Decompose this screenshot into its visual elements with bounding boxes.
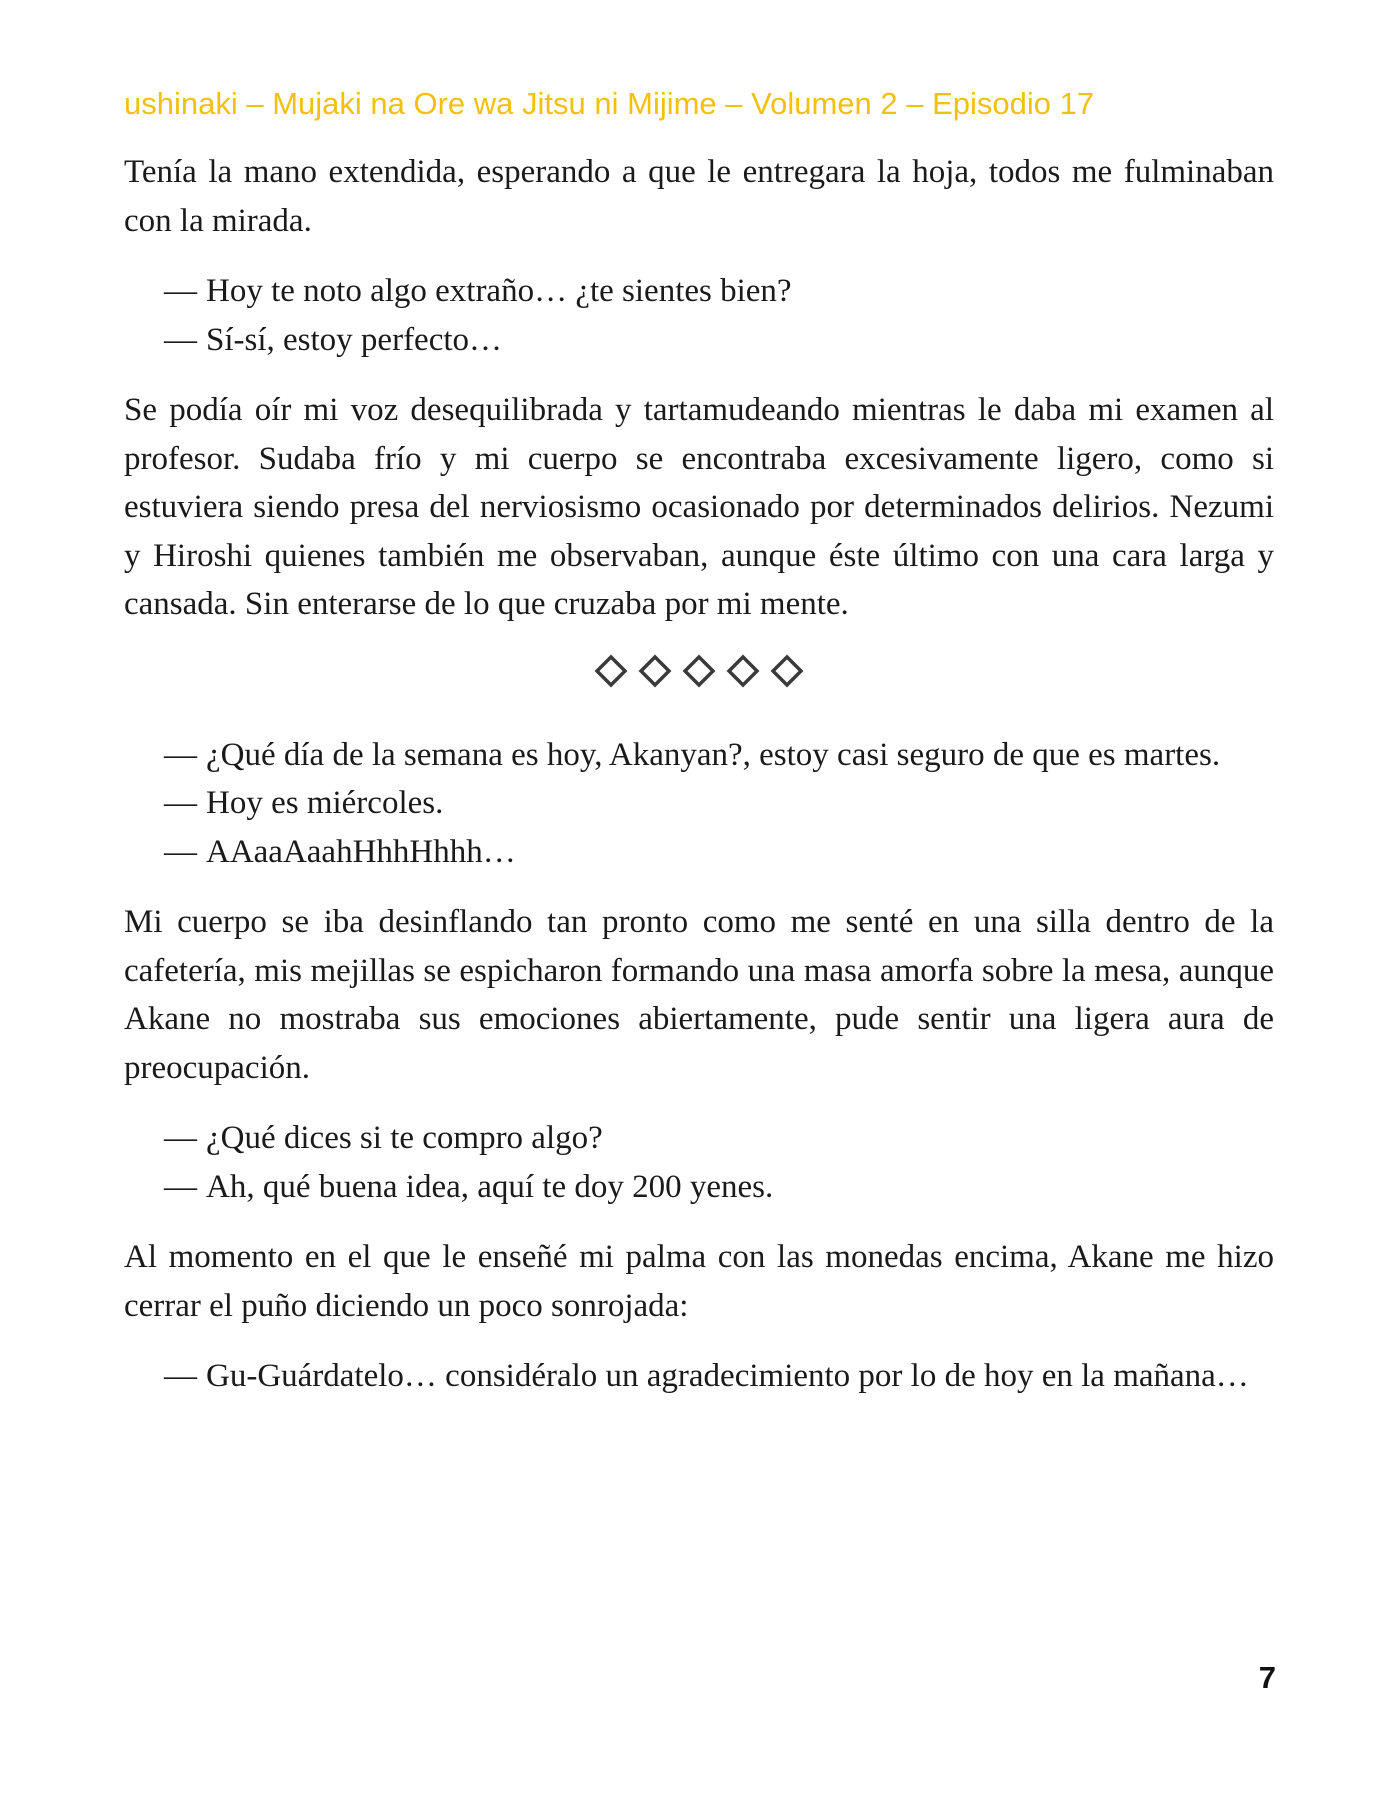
dialogue-dash: — bbox=[164, 1358, 197, 1394]
dialogue-text: Hoy te noto algo extraño… ¿te sientes bien? bbox=[206, 273, 792, 309]
document-page bbox=[124, 80, 1274, 1423]
running-header: ushinaki – Mujaki na Ore wa Jitsu ni Mijime – Volumen 2 – Episodio 17 bbox=[124, 86, 1095, 121]
dialogue-text: Ah, qué buena idea, aquí te doy 200 yenes. bbox=[206, 1168, 774, 1205]
dialogue-dash: — bbox=[164, 1168, 197, 1205]
dialogue-line bbox=[124, 1163, 1274, 1212]
paragraph: Tenía la mano extendida, esperando a que le entregara la hoja, todos me fulminaban con la mirada. bbox=[124, 154, 1274, 239]
dialogue-dash: — bbox=[164, 785, 197, 821]
dialogue-line bbox=[124, 731, 1274, 780]
paragraph: Al momento en el que le enseñé mi palma con las monedas encima, Akane me hizo cerrar el puño diciendo un poco sonrojada: bbox=[124, 1239, 1274, 1324]
dialogue-line bbox=[124, 779, 1274, 828]
dialogue-text: AAaaAaahHhhHhhh… bbox=[206, 833, 516, 870]
dialogue-dash: — bbox=[164, 273, 197, 309]
dialogue-block bbox=[124, 267, 1274, 364]
diamond-outline-icon bbox=[770, 654, 804, 688]
dialogue-text: Gu-Guárdatelo… considéralo un agradecimiento por lo de hoy en la mañana… bbox=[206, 1358, 1249, 1394]
dialogue-line bbox=[124, 828, 1274, 877]
paragraph: Mi cuerpo se iba desinflando tan pronto como me senté en una silla dentro de la cafetería, mis mejillas se espicharon formando una masa amorfa sobre la mesa, aunque Akane no mostraba sus emociones abiertamente, pude sentir una ligera aura de preocupación. bbox=[124, 904, 1274, 1086]
diamond-outline-icon bbox=[726, 654, 760, 688]
scene-separator bbox=[124, 651, 1274, 691]
page-number: 7 bbox=[1258, 1660, 1276, 1695]
dialogue-dash: — bbox=[164, 833, 197, 870]
dialogue-line bbox=[124, 316, 1274, 365]
diamond-outline-icon bbox=[682, 654, 716, 688]
dialogue-line bbox=[124, 1114, 1274, 1163]
dialogue-dash: — bbox=[164, 1120, 197, 1156]
dialogue-text: Hoy es miércoles. bbox=[206, 785, 444, 821]
dialogue-line bbox=[124, 267, 1274, 316]
dialogue-dash: — bbox=[164, 321, 197, 358]
dialogue-text: Sí-sí, estoy perfecto… bbox=[206, 321, 503, 358]
dialogue-dash: — bbox=[164, 736, 197, 773]
paragraph: Se podía oír mi voz desequilibrada y tartamudeando mientras le daba mi examen al profesor. Sudaba frío y mi cuerpo se encontraba excesivamente ligero, como si estuviera siendo presa del nerviosismo ocasionado por determinados delirios. Nezumi y Hiroshi quienes también me observaban, aunque éste último con una cara larga y cansada. Sin enterarse de lo que cruzaba por mi mente. bbox=[124, 392, 1274, 622]
dialogue-text: ¿Qué dices si te compro algo? bbox=[206, 1120, 603, 1156]
dialogue-block bbox=[124, 1114, 1274, 1211]
dialogue-block bbox=[124, 731, 1274, 877]
dialogue-line bbox=[124, 1352, 1274, 1401]
dialogue-text: ¿Qué día de la semana es hoy, Akanyan?, estoy casi seguro de que es martes. bbox=[206, 736, 1221, 773]
dialogue-block bbox=[124, 1352, 1274, 1401]
diamond-outline-icon bbox=[638, 654, 672, 688]
diamond-outline-icon bbox=[594, 654, 628, 688]
